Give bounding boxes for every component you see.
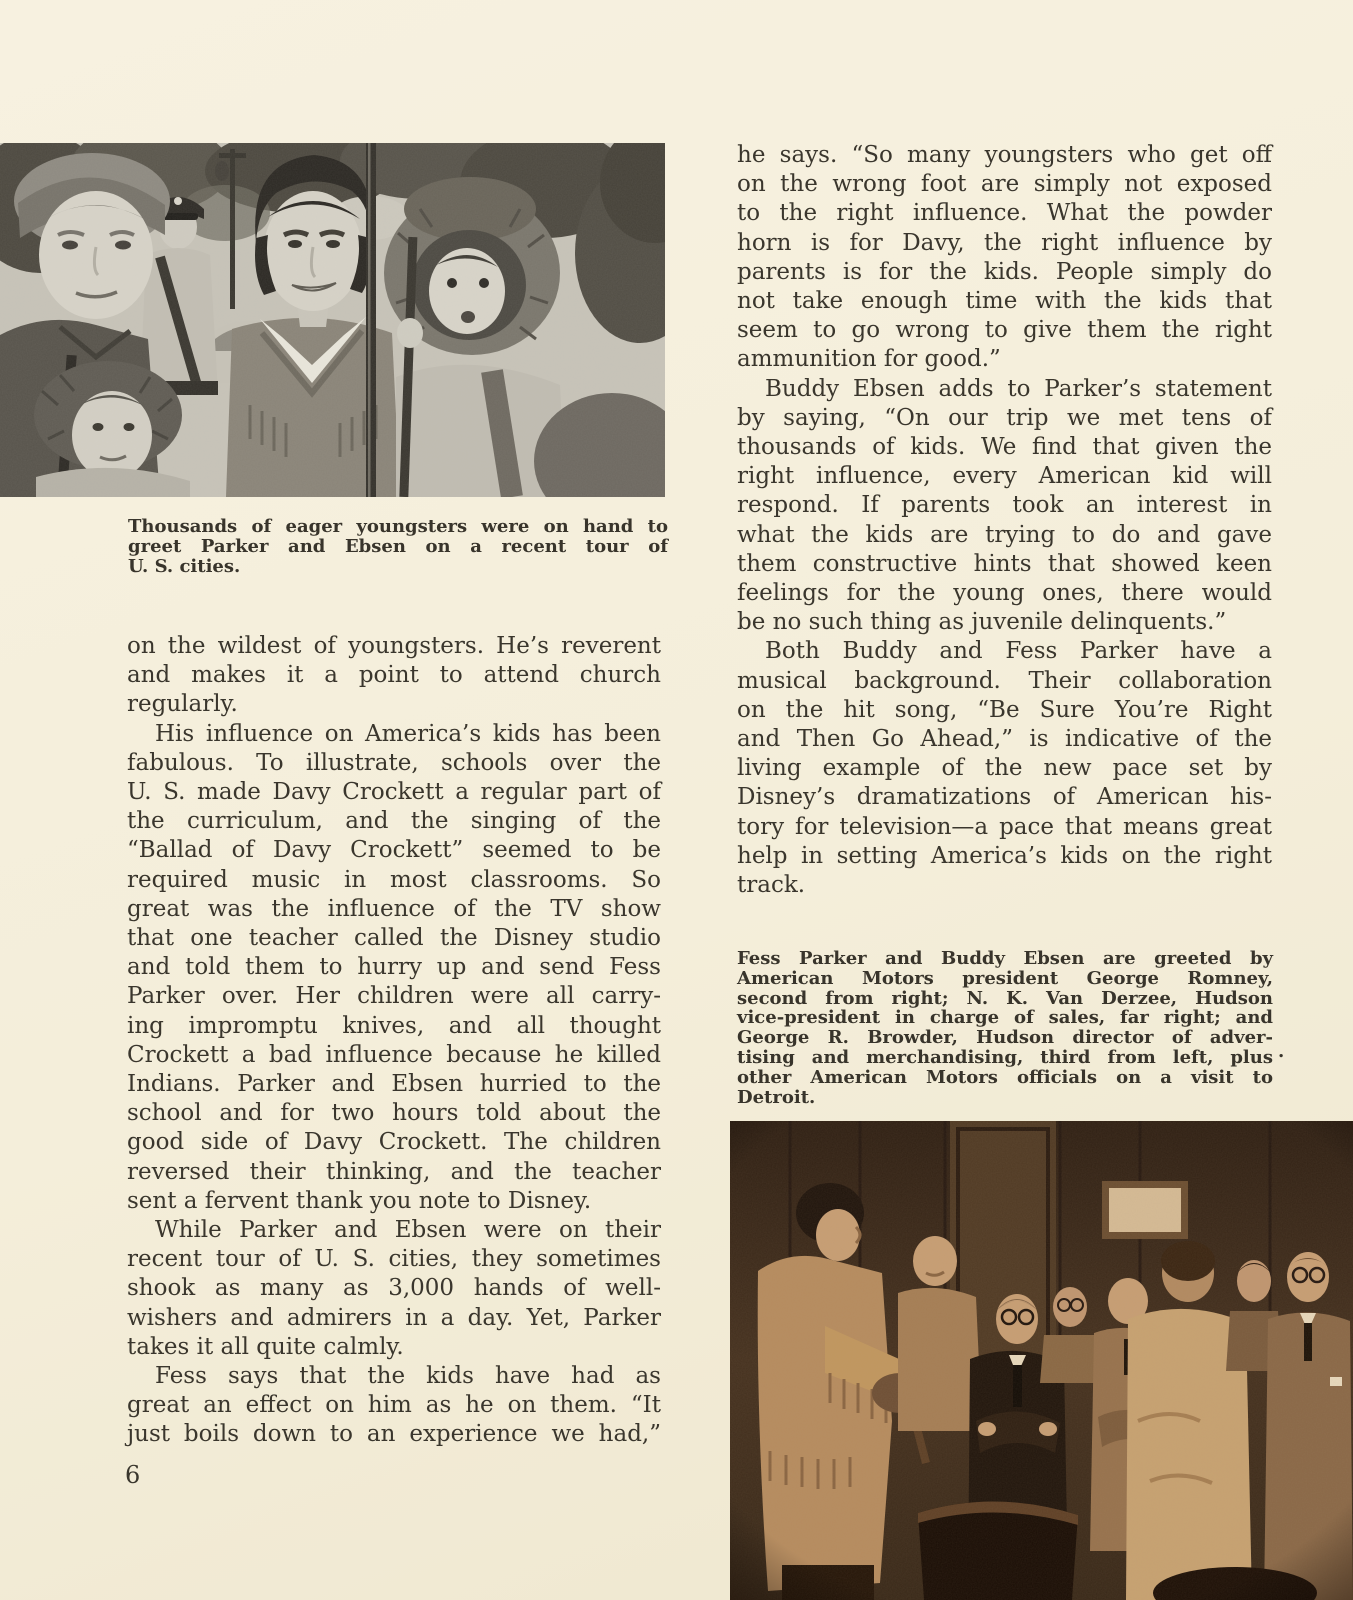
paragraph [127, 1216, 661, 1362]
text-line: that one teacher called the Disney studio [127, 925, 661, 952]
text-line: His influence on America’s kids has been [155, 720, 661, 747]
text-line: shook as many as 3,000 hands of well- [127, 1275, 661, 1302]
top-photo-caption [128, 517, 668, 576]
text-line: sent a fervent thank you note to Disney. [127, 1187, 592, 1214]
text-line: be no such thing as juvenile delinquents.” [737, 609, 1227, 636]
paragraph [737, 141, 1272, 375]
paragraph [128, 517, 668, 576]
text-line: living example of the new pace set by [737, 755, 1272, 782]
left-text-column [127, 632, 661, 1450]
text-line: vice-president in charge of sales, far right; and [737, 1007, 1273, 1029]
text-line: thousands of kids. We find that given the [737, 434, 1272, 461]
bottom-photo-caption [737, 949, 1273, 1107]
text-line: takes it all quite calmly. [127, 1333, 404, 1360]
text-line: While Parker and Ebsen were on their [155, 1217, 661, 1244]
text-line: on the wrong foot are simply not exposed [737, 171, 1272, 198]
paragraph [737, 375, 1272, 638]
text-line: by saying, “On our trip we met tens of [737, 404, 1272, 431]
paragraph [127, 720, 661, 1216]
top-photo-illustration [0, 143, 665, 497]
text-line: “Ballad of Davy Crockett” seemed to be [127, 837, 661, 864]
text-line: to the right influence. What the powder [737, 200, 1272, 227]
text-line: U. S. made Davy Crockett a regular part of [127, 779, 661, 806]
paragraph [737, 949, 1273, 1107]
text-line: just boils down to an experience we had,” [127, 1421, 661, 1448]
text-line: greet Parker and Ebsen on a recent tour of [128, 535, 668, 557]
text-line: ing impromptu knives, and all thought [127, 1012, 661, 1039]
text-line: Fess says that the kids have had as [155, 1363, 661, 1390]
text-line: on the hit song, “Be Sure You’re Right [737, 696, 1272, 723]
text-line: on the wildest of youngsters. He’s reverent [127, 633, 661, 659]
text-line: the curriculum, and the singing of the [127, 808, 661, 835]
text-line: Parker over. Her children were all carry- [127, 983, 661, 1010]
text-line: Both Buddy and Fess Parker have a [765, 638, 1272, 665]
text-line: and told them to hurry up and send Fess [127, 954, 661, 981]
text-line: Disney’s dramatizations of American his- [737, 784, 1272, 811]
text-line: and makes it a point to attend church [127, 662, 661, 689]
text-line: other American Motors officials on a visit to [737, 1066, 1273, 1088]
text-line: Fess Parker and Buddy Ebsen are greeted by [737, 948, 1273, 969]
text-line: required music in most classrooms. So [127, 866, 661, 893]
text-line: them constructive hints that showed keen [737, 550, 1272, 577]
text-line: Crockett a bad influence because he killed [127, 1041, 661, 1068]
text-line: American Motors president George Romney, [737, 967, 1273, 989]
text-line: not take enough time with the kids that [737, 288, 1272, 315]
text-line: Thousands of eager youngsters were on hand to [128, 516, 668, 537]
text-line: recent tour of U. S. cities, they sometimes [127, 1246, 661, 1273]
paragraph [127, 632, 661, 720]
text-line: George R. Browder, Hudson director of adver- [737, 1027, 1273, 1049]
paragraph [737, 637, 1272, 900]
stray-period-artifact: . [1278, 1041, 1285, 1062]
bottom-photo-illustration [730, 1121, 1353, 1600]
text-line: great an effect on him as he on them. “It [127, 1392, 661, 1419]
text-line: U. S. cities. [128, 555, 241, 577]
text-line: feelings for the young ones, there would [737, 580, 1272, 607]
text-line: seem to go wrong to give them the right [737, 317, 1272, 344]
text-line: second from right; N. K. Van Derzee, Hudson [737, 987, 1273, 1009]
paragraph [127, 1362, 661, 1450]
text-line: fabulous. To illustrate, schools over the [127, 749, 661, 776]
text-line: parents is for the kids. People simply do [737, 258, 1272, 285]
text-line: great was the influence of the TV show [127, 895, 661, 922]
text-line: respond. If parents took an interest in [737, 492, 1272, 519]
right-text-column [737, 141, 1272, 900]
text-line: regularly. [127, 691, 238, 718]
text-line: he says. “So many youngsters who get off [737, 142, 1272, 168]
text-line: track. [737, 872, 806, 899]
text-line: right influence, every American kid will [737, 463, 1272, 490]
text-line: help in setting America’s kids on the right [737, 842, 1272, 869]
text-line: wishers and admirers in a day. Yet, Parker [127, 1304, 661, 1331]
text-line: school and for two hours told about the [127, 1100, 661, 1127]
text-line: Buddy Ebsen adds to Parker’s statement [765, 375, 1272, 402]
text-line: Detroit. [737, 1086, 816, 1108]
text-line: Indians. Parker and Ebsen hurried to the [127, 1071, 661, 1098]
text-line: tising and merchandising, third from left, plus [737, 1046, 1273, 1068]
bottom-photo-detroit-visit [730, 1121, 1353, 1600]
text-line: what the kids are trying to do and gave [737, 521, 1272, 548]
text-line: good side of Davy Crockett. The children [127, 1129, 661, 1156]
page-number: 6 [125, 1461, 141, 1489]
text-line: horn is for Davy, the right influence by [737, 229, 1272, 256]
top-photo-parker-ebsen-crowd [0, 143, 665, 497]
text-line: and Then Go Ahead,” is indicative of the [737, 726, 1272, 753]
text-line: reversed their thinking, and the teacher [127, 1158, 661, 1185]
text-line: musical background. Their collaboration [737, 667, 1272, 694]
text-line: ammunition for good.” [737, 346, 1001, 373]
text-line: tory for television—a pace that means great [737, 813, 1272, 840]
